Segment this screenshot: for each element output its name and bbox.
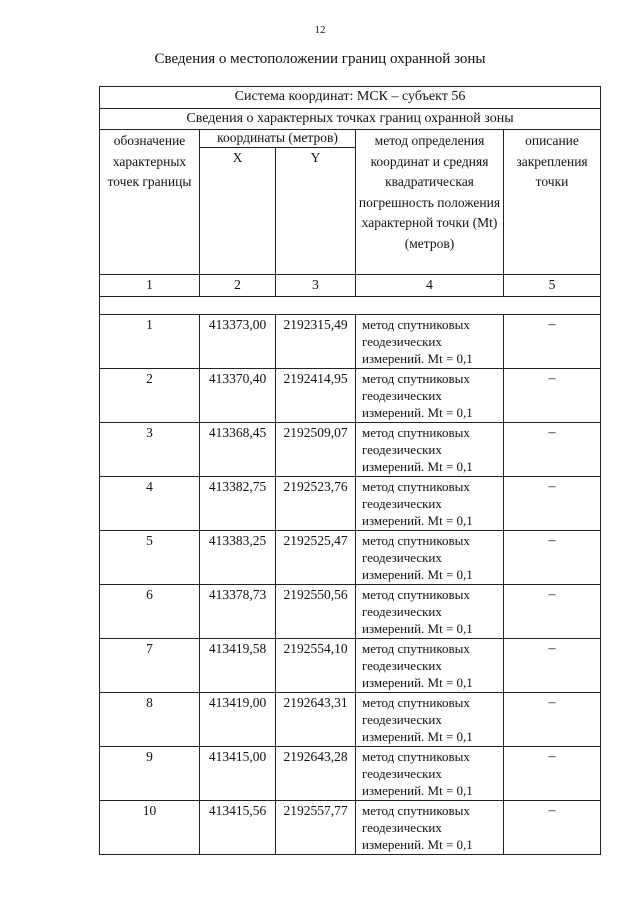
x-cell: 413419,00 — [200, 692, 276, 746]
header-coords: координаты (метров) — [200, 130, 356, 148]
method-cell: метод спутниковых геодезических измерений. Mt = 0,1 — [356, 530, 504, 584]
x-cell: 413382,75 — [200, 476, 276, 530]
table-row — [100, 746, 601, 800]
method-cell: метод спутниковых геодезических измерений. Mt = 0,1 — [356, 584, 504, 638]
method-cell: метод спутниковых геодезических измерений. Mt = 0,1 — [356, 368, 504, 422]
document-title: Сведения о местоположении границ охранной зоны — [154, 51, 486, 67]
page-number: 12 — [314, 24, 326, 36]
description-cell: – — [504, 368, 601, 422]
point-cell: 1 — [100, 314, 200, 368]
point-cell: 8 — [100, 692, 200, 746]
blank-row — [100, 296, 601, 314]
method-cell: метод спутниковых геодезических измерений. Mt = 0,1 — [356, 422, 504, 476]
header-y: Y — [276, 148, 356, 275]
header-row — [100, 130, 601, 148]
point-cell: 3 — [100, 422, 200, 476]
y-cell: 2192557,77 — [276, 800, 356, 854]
x-cell: 413370,40 — [200, 368, 276, 422]
x-cell: 413383,25 — [200, 530, 276, 584]
x-cell: 413415,00 — [200, 746, 276, 800]
table-row — [100, 638, 601, 692]
y-cell: 2192315,49 — [276, 314, 356, 368]
x-cell: 413368,45 — [200, 422, 276, 476]
method-cell: метод спутниковых геодезических измерений. Mt = 0,1 — [356, 314, 504, 368]
table-row — [100, 692, 601, 746]
blank-cell — [100, 296, 601, 314]
method-cell: метод спутниковых геодезических измерений. Mt = 0,1 — [356, 638, 504, 692]
coord-system-cell: Система координат: МСК – субъект 56 — [100, 87, 601, 109]
y-cell: 2192525,47 — [276, 530, 356, 584]
table-row — [100, 530, 601, 584]
y-cell: 2192643,31 — [276, 692, 356, 746]
column-number: 3 — [276, 275, 356, 297]
table-row — [100, 314, 601, 368]
table-row — [100, 476, 601, 530]
y-cell: 2192414,95 — [276, 368, 356, 422]
point-cell: 7 — [100, 638, 200, 692]
x-cell: 413419,58 — [200, 638, 276, 692]
y-cell: 2192509,07 — [276, 422, 356, 476]
header-point: обозначение характерных точек границы — [100, 130, 200, 275]
coord-system-row — [100, 87, 601, 109]
point-cell: 5 — [100, 530, 200, 584]
table-row — [100, 422, 601, 476]
header-description: описание закрепления точки — [504, 130, 601, 275]
point-cell: 2 — [100, 368, 200, 422]
description-cell: – — [504, 746, 601, 800]
table-row — [100, 368, 601, 422]
y-cell: 2192523,76 — [276, 476, 356, 530]
header-x: X — [200, 148, 276, 275]
description-cell: – — [504, 314, 601, 368]
y-cell: 2192554,10 — [276, 638, 356, 692]
point-cell: 6 — [100, 584, 200, 638]
description-cell: – — [504, 422, 601, 476]
description-cell: – — [504, 638, 601, 692]
y-cell: 2192643,28 — [276, 746, 356, 800]
x-cell: 413378,73 — [200, 584, 276, 638]
boundary-points-table — [99, 86, 601, 855]
y-cell: 2192550,56 — [276, 584, 356, 638]
method-cell: метод спутниковых геодезических измерений. Mt = 0,1 — [356, 800, 504, 854]
description-cell: – — [504, 692, 601, 746]
method-cell: метод спутниковых геодезических измерений. Mt = 0,1 — [356, 692, 504, 746]
section-title-cell: Сведения о характерных точках границ охранной зоны — [100, 108, 601, 130]
description-cell: – — [504, 530, 601, 584]
point-cell: 4 — [100, 476, 200, 530]
description-cell: – — [504, 800, 601, 854]
column-number: 1 — [100, 275, 200, 297]
description-cell: – — [504, 584, 601, 638]
x-cell: 413415,56 — [200, 800, 276, 854]
column-number: 2 — [200, 275, 276, 297]
description-cell: – — [504, 476, 601, 530]
table-row — [100, 800, 601, 854]
method-cell: метод спутниковых геодезических измерений. Mt = 0,1 — [356, 746, 504, 800]
table-row — [100, 584, 601, 638]
x-cell: 413373,00 — [200, 314, 276, 368]
point-cell: 9 — [100, 746, 200, 800]
column-numbers-row — [100, 275, 601, 297]
point-cell: 10 — [100, 800, 200, 854]
column-number: 5 — [504, 275, 601, 297]
section-title-row — [100, 108, 601, 130]
method-cell: метод спутниковых геодезических измерений. Mt = 0,1 — [356, 476, 504, 530]
header-method: метод определения координат и средняя квадратическая погрешность положения характерной точки (Mt) (метров) — [356, 130, 504, 275]
column-number: 4 — [356, 275, 504, 297]
